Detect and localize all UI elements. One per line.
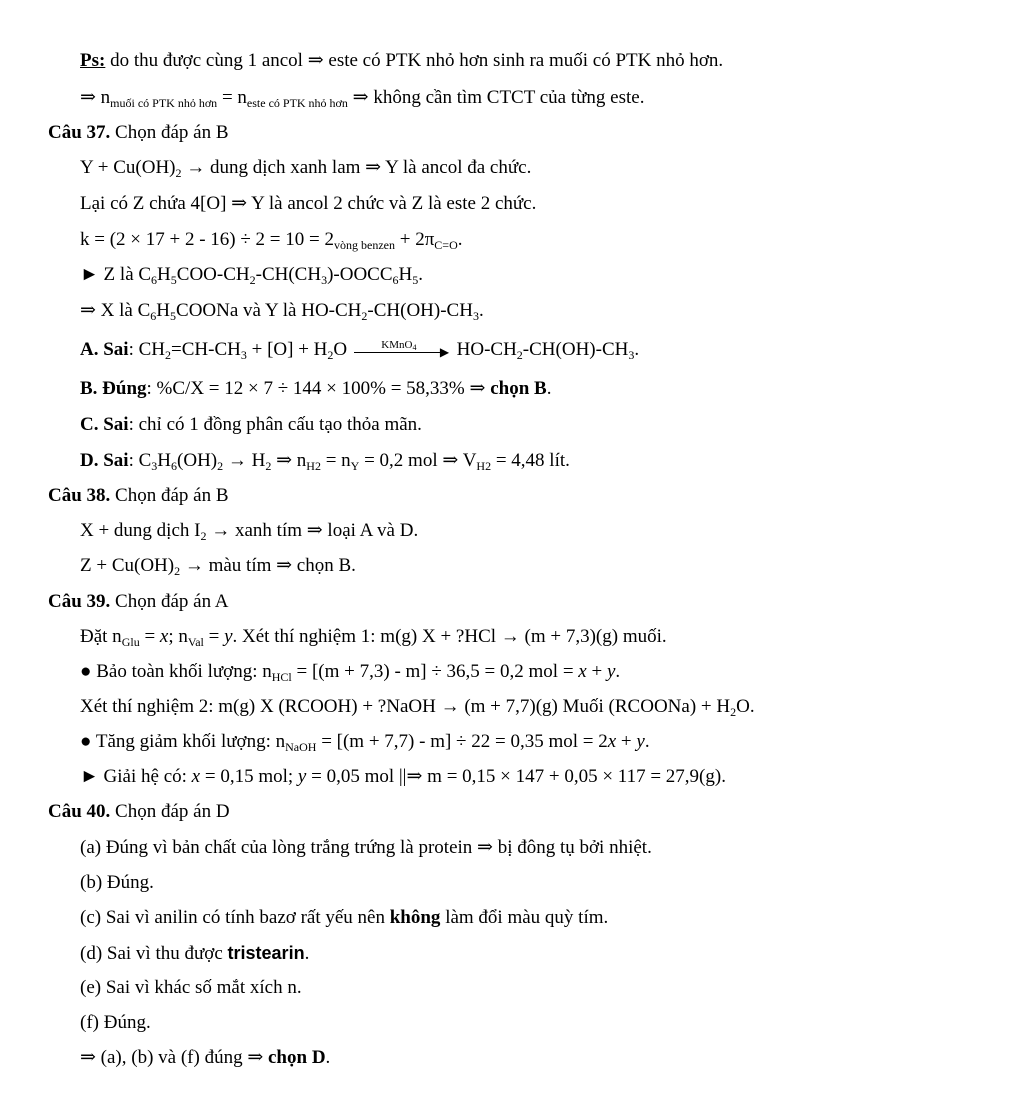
- q40-item-a: (a) Đúng vì bản chất của lòng trắng trứng là protein ⇒ bị đông tụ bởi nhiệt.: [80, 837, 652, 858]
- q37-option-b: B. Đúng: %C/X = 12 × 7 ÷ 144 × 100% = 58,33% ⇒ chọn B.: [80, 378, 552, 399]
- q37-line-2: Lại có Z chứa 4[O] ⇒ Y là ancol 2 chức và Z là este 2 chức.: [80, 193, 537, 214]
- q38-line-1: X + dung dịch $I_2$ → xanh tím ⇒ loại A và D.: [80, 520, 419, 543]
- q39-line-4: ● Tăng giảm khối lượng: $n_{NaOH} = [(m + 7,7) - m] \div 22 = 0,35$ mol = 2x + y.: [80, 731, 650, 754]
- q40-item-b: (b) Đúng.: [80, 872, 154, 893]
- q39-line-5: ► Giải hệ có: x = 0,15 mol; y = 0,05 mol ||⇒ m = 0,15 × 147 + 0,05 × 117 = 27,9(g).: [80, 766, 726, 787]
- q37-option-c: C. Sai: chỉ có 1 đồng phân cấu tạo thỏa mãn.: [80, 414, 422, 435]
- q37-line-1: $Y + Cu(OH)_2$ → dung dịch xanh lam ⇒ Y là ancol đa chức.: [80, 157, 532, 180]
- q38-line-2: $Z + Cu(OH)_2$ → màu tím ⇒ chọn B.: [80, 555, 356, 578]
- question-37-heading: Câu 37. Chọn đáp án B: [48, 122, 229, 143]
- reaction-arrow-icon: KMnO$_4$ ▶: [352, 340, 452, 362]
- question-39-heading: Câu 39. Chọn đáp án A: [48, 591, 229, 612]
- q37-line-3: $k = (2 \times 17 + 2 - 16) \div 2 = 10 = 2_{vòng benzen} + 2\pi_{C=O}$.: [80, 229, 463, 252]
- q40-item-e: (e) Sai vì khác số mắt xích n.: [80, 977, 302, 998]
- q37-option-d: D. Sai: $C_3H_6(OH)_2 \to H_2$ ⇒ $n_{H2} = n_Y = 0,2$ mol ⇒ $V_{H2} = 4,48$ lít.: [80, 450, 570, 473]
- q39-line-1: Đặt $n_{Glu} = x$; $n_{Val} = y$. Xét thí nghiệm 1: m(g) X + ?HCl → (m + 7,3)(g) muối.: [80, 626, 667, 649]
- ps-line-2: ⇒ $n_{muối có PTK nhỏ hơn} = n_{este có PTK nhỏ hơn}$ ⇒ không cần tìm CTCT của từng este.: [80, 87, 645, 110]
- ps-label: Ps:: [80, 50, 106, 71]
- q39-line-3: Xét thí nghiệm 2: m(g) X (RCOOH) + ?NaOH → (m + 7,7)(g) Muối (RCOONa) + $H_2O$.: [80, 696, 755, 719]
- q40-item-c: (c) Sai vì anilin có tính bazơ rất yếu nên không làm đổi màu quỳ tím.: [80, 907, 609, 928]
- ps-line-1: Ps: do thu được cùng 1 ancol ⇒ este có PTK nhỏ hơn sinh ra muối có PTK nhỏ hơn.: [80, 50, 724, 71]
- q37-line-5: ⇒ X là $C_6H_5COONa$ và Y là $HO-CH_2-CH(OH)-CH_3$.: [80, 300, 484, 323]
- q40-conclusion: ⇒ (a), (b) và (f) đúng ⇒ chọn D.: [80, 1047, 331, 1068]
- q37-option-a: A. Sai: $CH_2=CH-CH_3 + [O] + H_2O$ KMnO$_4$ ▶ $HO-CH_2-CH(OH)-CH_3$.: [80, 338, 640, 362]
- q40-item-d: (d) Sai vì thu được tristearin.: [80, 943, 310, 964]
- question-38-heading: Câu 38. Chọn đáp án B: [48, 485, 229, 506]
- question-40-heading: Câu 40. Chọn đáp án D: [48, 801, 230, 822]
- q40-item-f: (f) Đúng.: [80, 1012, 151, 1033]
- q39-line-2: ● Bảo toàn khối lượng: $n_{HCl} = [(m + 7,3) - m] \div 36,5 = 0,2$ mol = x + y.: [80, 661, 621, 684]
- q37-line-4: ► Z là $C_6H_5COO-CH_2-CH(CH_3)-OOCC_6H_5$.: [80, 264, 424, 287]
